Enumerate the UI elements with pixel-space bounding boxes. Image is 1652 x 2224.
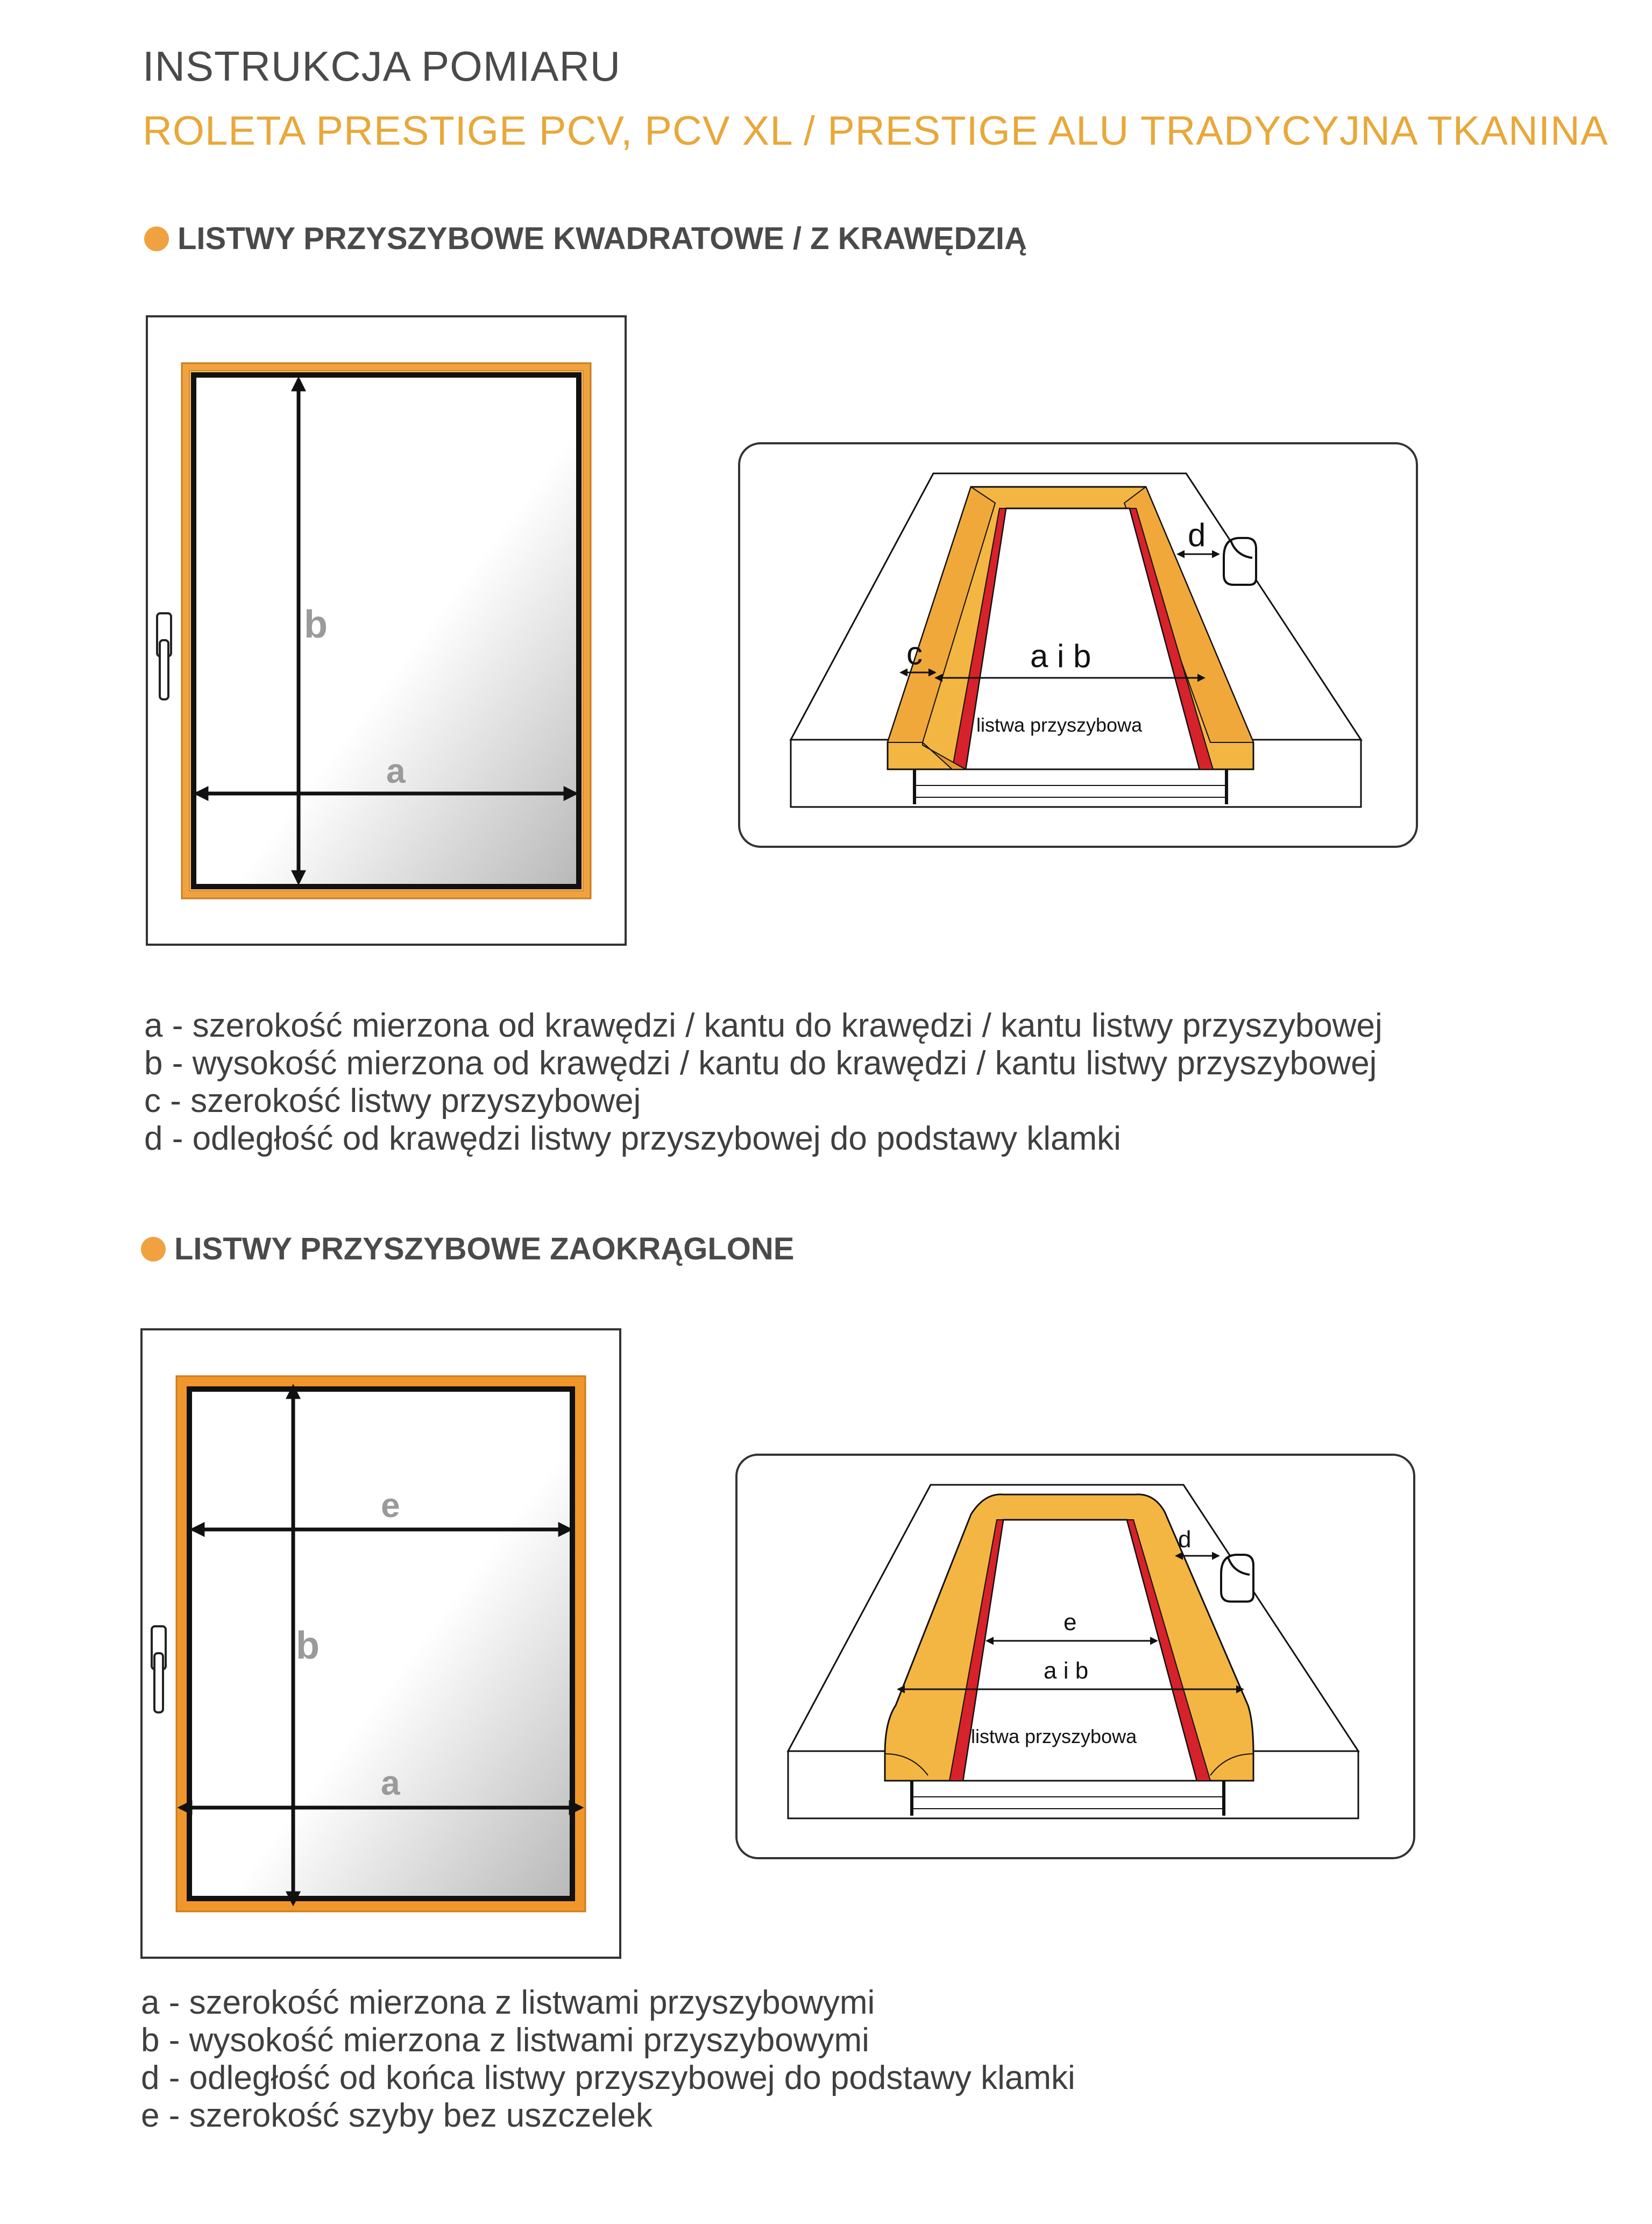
- label-aib: a i b: [1030, 638, 1091, 674]
- legend-item: c - szerokość listwy przyszybowej: [144, 1082, 641, 1120]
- label-d: d: [1178, 1526, 1192, 1553]
- label-a: a: [381, 1763, 400, 1802]
- window-handle-icon: [152, 1626, 166, 1712]
- handle-icon: [1224, 538, 1256, 585]
- label-aib: a i b: [1044, 1658, 1089, 1684]
- page-subtitle: ROLETA PRESTIGE PCV, PCV XL / PRESTIGE ALU TRADYCYJNA TKANINA: [143, 108, 1608, 154]
- label-e: e: [381, 1486, 400, 1525]
- window-handle-icon: [157, 613, 171, 699]
- section1-legend: [144, 1007, 1382, 1158]
- window-diagram-square: [145, 315, 629, 950]
- label-c: c: [906, 635, 923, 671]
- section2-heading: [141, 1231, 795, 1267]
- orange-bullet-icon: [141, 1237, 166, 1262]
- label-a: a: [386, 752, 406, 790]
- legend-item: b - wysokość mierzona z listwami przyszybowymi: [141, 2022, 869, 2059]
- detail-diagram-square: [737, 441, 1420, 850]
- legend-item: a - szerokość mierzona z listwami przyszybowymi: [141, 1984, 875, 2021]
- page-title: INSTRUKCJA POMIARU: [143, 43, 621, 90]
- legend-item: b - wysokość mierzona od krawędzi / kantu do krawędzi / kantu listwy przyszybowej: [144, 1045, 1377, 1082]
- label-strip: listwa przyszybowa: [971, 1725, 1137, 1747]
- section2-heading-text: LISTWY PRZYSZYBOWE ZAOKRĄGLONE: [174, 1231, 795, 1266]
- label-b: b: [304, 603, 328, 646]
- legend-item: d - odległość od końca listwy przyszybowej do podstawy klamki: [141, 2059, 1075, 2096]
- section1-heading-text: LISTWY PRZYSZYBOWE KWADRATOWE / Z KRAWĘDZIĄ: [178, 221, 1027, 256]
- label-b: b: [296, 1624, 320, 1667]
- handle-icon: [1221, 1555, 1253, 1602]
- legend-item: a - szerokość mierzona od krawędzi / kantu do krawędzi / kantu listwy przyszybowej: [144, 1007, 1382, 1044]
- label-d: d: [1188, 517, 1206, 553]
- label-e: e: [1063, 1609, 1077, 1635]
- section1-heading: [144, 221, 1027, 257]
- window-glass: [194, 375, 579, 887]
- detail-diagram-rounded: [734, 1453, 1417, 1861]
- orange-bullet-icon: [144, 226, 169, 251]
- section2-legend: [141, 1984, 1075, 2135]
- window-diagram-rounded: [140, 1328, 624, 1963]
- label-strip: listwa przyszybowa: [976, 714, 1143, 736]
- window-glass: [189, 1389, 572, 1899]
- legend-item: d - odległość od krawędzi listwy przyszybowej do podstawy klamki: [144, 1120, 1121, 1157]
- legend-item: e - szerokość szyby bez uszczelek: [141, 2097, 653, 2134]
